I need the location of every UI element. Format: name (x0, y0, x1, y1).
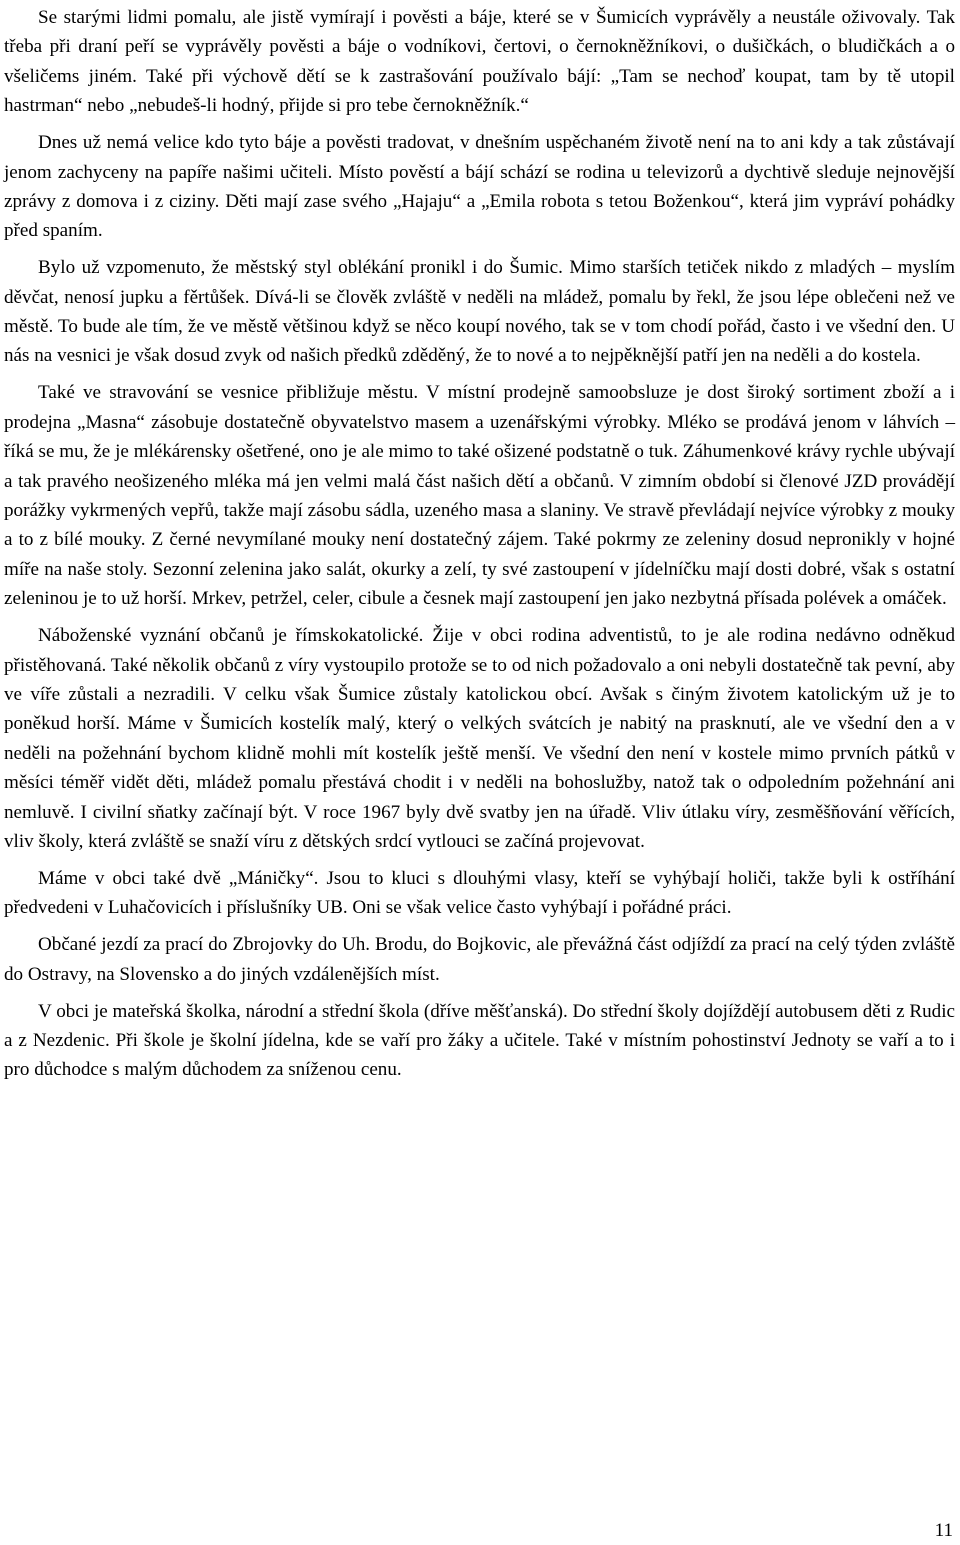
paragraph-work: Občané jezdí za prací do Zbrojovky do Uh. Brodu, do Bojkovic, ale převážná část odjíždí za prací na celý týden zvláště do Ostravy, na Slovensko a do jiných vzdálenějších míst. (4, 934, 955, 985)
paragraph-clothing: Bylo už vzpomenuto, že městský styl oblékání pronikl i do Šumic. Mimo starších tetiček nikdo z mladých – myslím děvčat, nenosí jupku a fěrtůšek. Dívá-li se člověk zvláště v neděli na mládež, pomalu by řekl, že jsou lépe oblečeni než ve městě. To bude ale tím, že ve městě většinou když se něco koupí nového, tak se v tom chodí pořád, často i ve všední den. U nás na vesnici je však dosud zvyk od našich předků zděděný, že to nové a to nejpěknější patří jen na neděli a do kostela. (4, 257, 955, 367)
paragraph-food: Také ve stravování se vesnice přibližuje městu. V místní prodejně samoobsluze je dost široký sortiment zboží a i prodejna „Masna“ zásobuje dostatečně obyvatelstvo masem a uzenářskými výrobky. Mléko se prodává jenom v láhvích – říká se mu, že je mlékárensky ošetřené, ono je ale mimo to také ošizené podstatně o tuk. Záhumenkové krávy rychle ubývají a tak pravého neošizeného mléka má jen velmi malá část našich dětí a občanů. V zimním období si členové JZD provádějí porážky vykrmených vepřů, takže mají zásobu sádla, uzeného masa a slaniny. Ve stravě převládají nejvíce výrobky z mouky a to z bílé mouky. Z černé nevymílané mouky není dostatečný zájem. Také pokrmy ze zeleniny dosud nepronikly v hojné míře na naše stoly. Sezonní zelenina jako salát, okurky a zelí, ty své zastoupení v jídelníčku mají dosti dobré, však s ostatní zeleninou je to už horší. Mrkev, petržel, celer, cibule a česnek mají zastoupení jen jako nezbytná přísada polévek a omáček. (4, 382, 955, 610)
paragraph-manicky: Máme v obci také dvě „Máničky“. Jsou to kluci s dlouhými vlasy, kteří se vyhýbají holiči, takže byli k ostříhání předvedeni v Luhačovicích i příslušníky UB. Oni se však velice často vyhýbají i pořádné práci. (4, 867, 955, 919)
paragraph-school: V obci je mateřská školka, národní a střední škola (dříve měšťanská). Do střední školy dojíždějí autobusem děti z Rudic a z Nezdenic. Při škole je školní jídelna, kde se vaří pro žáky a učitele. Také v místním pohostinství Jednoty se vaří a to i pro důchodce s malým důchodem za sníženou cenu. (4, 1000, 955, 1081)
paragraph-legends: Se starými lidmi pomalu, ale jistě vymírají i pověsti a báje, které se v Šumicích vyprávěly a neustále oživovaly. Tak třeba při draní peří se vyprávěly pověsti a báje o vodníkovi, čertovi, o černokněžníkovi, o dušičkách, o bludičkách a o všeličems jiném. Také při výchově dětí se k zastrašování používalo bájí: „Tam se nechoď koupat, tam by tě utopil hastrman“ nebo „nebudeš-li hodný, přijde si pro tebe černokněžník.“ (4, 7, 955, 117)
document-page (4, 0, 955, 1085)
paragraph-tradition: Dnes už nemá velice kdo tyto báje a pověsti tradovat, v dnešním uspěchaném životě není na to ani kdy a tak zůstávají jenom zachyceny na papíře našimi učiteli. Místo pověstí a bájí schází se rodina u televizorů a dychtivě sleduje nejnovější zprávy z domova i z ciziny. Děti mají zase svého „Hajaju“ a „Emila robota s tetou Boženkou“, která jim vypráví pohádky před spaním. (4, 132, 955, 242)
page-number: 11 (934, 1520, 953, 1541)
paragraph-religion: Náboženské vyznání občanů je římskokatolické. Žije v obci rodina adventistů, to je ale rodina nedávno odněkud přistěhovaná. Také několik občanů z víry vystoupilo protože se to od nich požadovalo a oni nebyli dostatečně tak pevní, aby ve víře zůstali a nezradili. V celku však Šumice zůstaly katolickou obcí. Avšak s činým životem katolickým už je to poněkud horší. Máme v Šumicích kostelík malý, který o velkých svátcích je nabitý na prasknutí, ale ve všední den a v neděli na požehnání bychom klidně mohli mít kostelík ještě menší. Ve všední den není v kostele mimo prvních pátků v měsíci téměř vidět děti, mládež pomalu přestává chodit i v neděli na bohoslužby, natož tak o odpoledním požehnání ani nemluvě. I civilní sňatky začínají být. V roce 1967 byly dvě svatby jen na úřadě. Vliv útlaku víry, zesměšňování věřících, vliv školy, která zvláště se snaží víru z dětských srdcí vytlouci se začíná projevovat. (4, 625, 955, 852)
